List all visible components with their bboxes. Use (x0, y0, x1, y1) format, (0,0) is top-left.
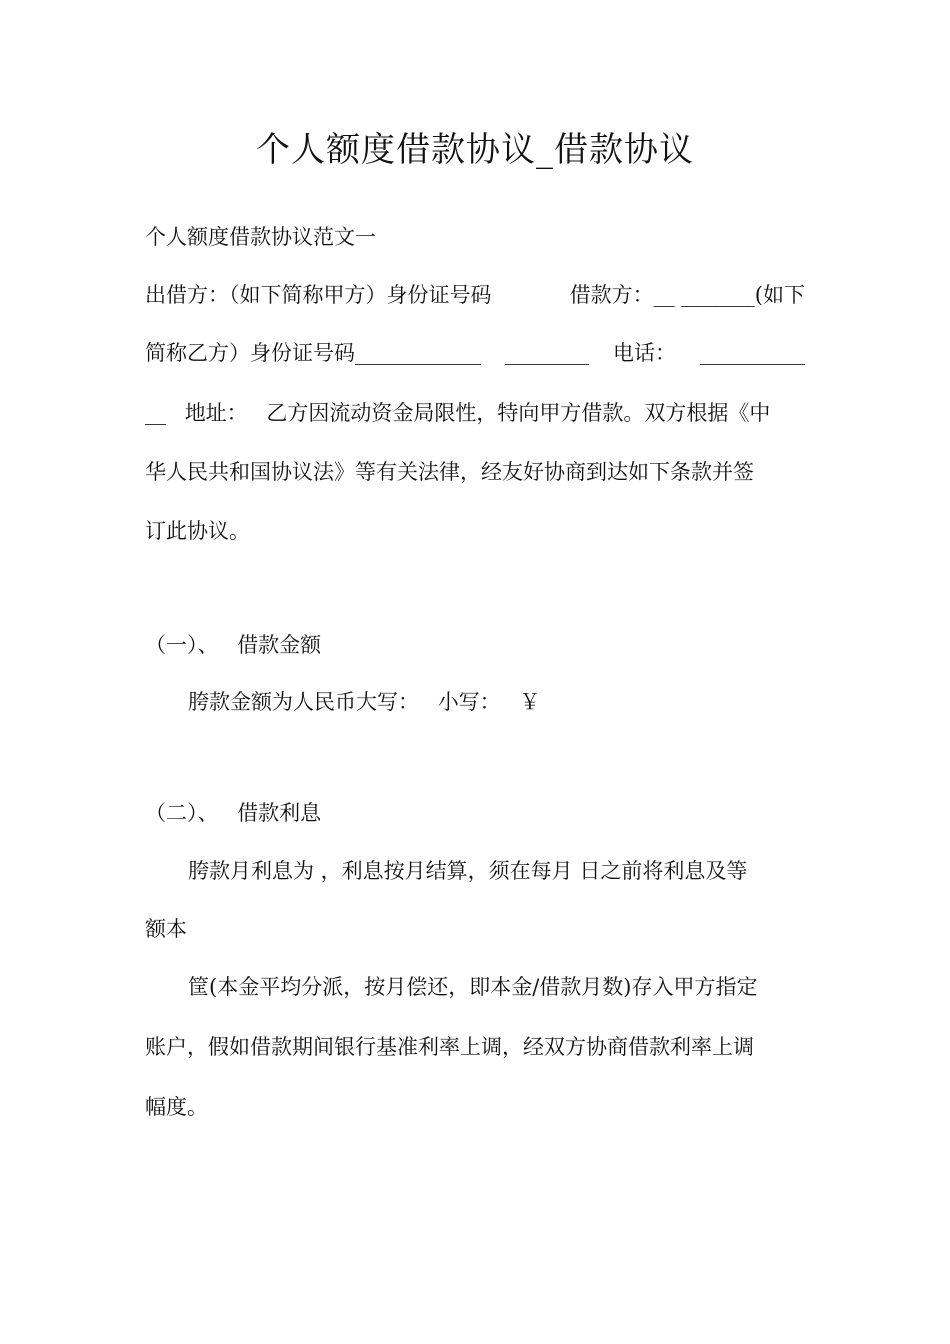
section-1-heading (145, 630, 805, 660)
preamble-line-5: 订此协议。 (145, 519, 250, 543)
borrower-id-clause: 简称乙方）身份证号码____________ (145, 341, 481, 365)
section-2-line-5: 幅度。 (145, 1095, 208, 1119)
section-2-line-2: 额本 (145, 917, 187, 941)
borrower-clause: 借款方：__ _______(如下 (569, 283, 805, 307)
section-2-heading (145, 798, 805, 828)
preamble-line-4: 华人民共和国协议法》等有关法律，经友好协商到达如下条款并签 (145, 460, 754, 484)
currency-symbol: ￥ (519, 690, 541, 714)
section-2-line-4: 账户，假如借款期间银行基准利率上调，经双方协商借款利率上调 (145, 1035, 754, 1059)
preamble-line-1 (145, 280, 805, 310)
document-subtitle: 个人额度借款协议范文一 (145, 225, 376, 249)
preamble-line-2 (145, 338, 805, 368)
section-1-number: （一）、 (145, 633, 219, 657)
amount-lowercase-label: 小写： (437, 690, 501, 714)
phone-label: 电话： (613, 341, 676, 365)
section-1-title: 借款金额 (237, 633, 322, 657)
section-2-line-3: 筐(本金平均分派，按月偿还，即本金/借款月数)存入甲方指定 (188, 975, 758, 999)
amount-uppercase-label: 胯款金额为人民币大写： (188, 690, 419, 714)
address-label: 地址： (184, 401, 248, 425)
lender-clause: 出借方：（如下简称甲方）身份证号码 (145, 283, 492, 307)
id-blank: ________ (505, 341, 589, 365)
section-1-body (188, 687, 805, 717)
phone-blank: __________ (700, 341, 805, 365)
document-title: 个人额度借款协议_借款协议 (256, 130, 694, 170)
preamble-line-3 (145, 398, 805, 428)
section-2-line-1: 胯款月利息为 ，利息按月结算，须在每月 日之前将利息及等 (188, 859, 748, 883)
section-2-title: 借款利息 (237, 801, 322, 825)
preamble-text-start: 乙方因流动资金局限性，特向甲方借款。双方根据《中 (266, 401, 771, 425)
section-2-number: （二）、 (145, 801, 219, 825)
address-blank: __ (145, 401, 166, 425)
